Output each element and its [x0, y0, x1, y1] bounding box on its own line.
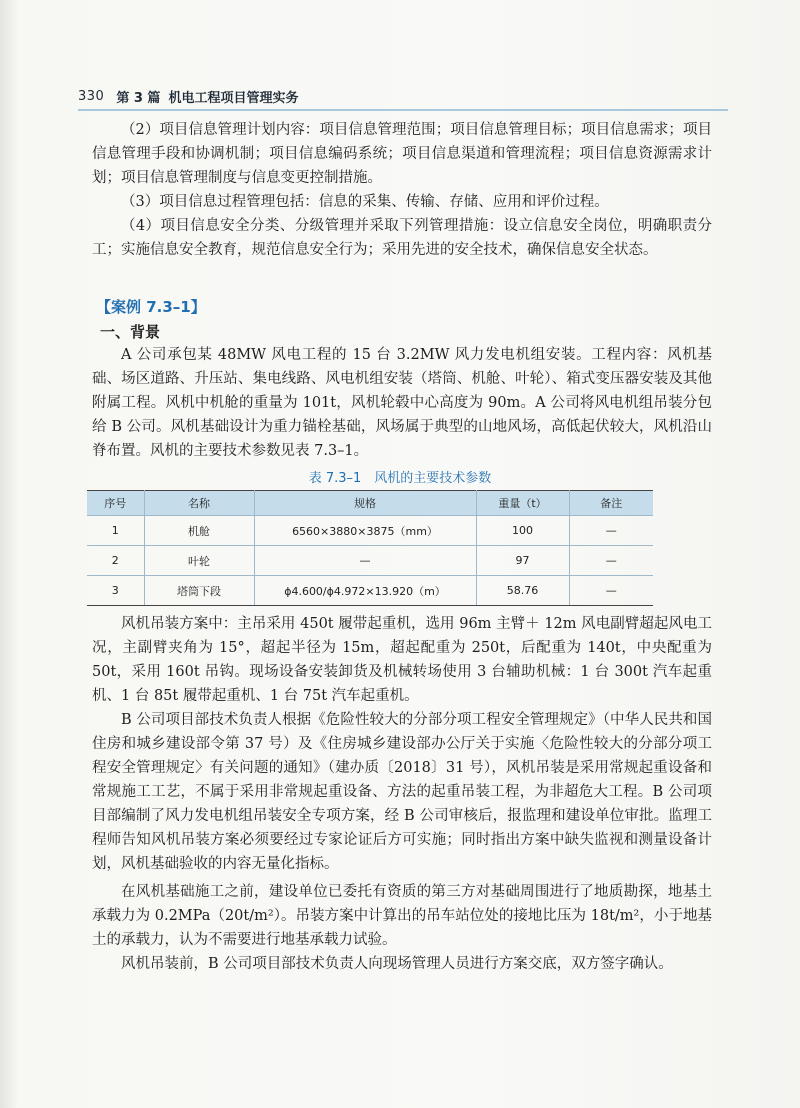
part-label: 第 3 篇	[116, 90, 161, 106]
paragraph-briefing: 风机吊装前，B 公司项目部技术负责人向现场管理人员进行方案交底，双方签字确认。	[121, 956, 673, 972]
table-cell: —	[569, 546, 653, 576]
table-row	[87, 546, 653, 576]
col-header-weight: 重量（t）	[476, 491, 569, 516]
table-cell: 6560×3880×3875（mm）	[254, 516, 476, 546]
case-label: 【案例 7.3–1】	[96, 298, 206, 316]
page-number: 330	[78, 88, 105, 104]
table-cell: 97	[476, 546, 569, 576]
running-header	[78, 83, 728, 109]
table-cell: —	[569, 576, 653, 606]
table-row	[87, 576, 653, 606]
col-header-remark: 备注	[569, 491, 653, 516]
bottom-text-block	[92, 612, 712, 976]
case-intro-block	[92, 343, 712, 463]
table-cell: 58.76	[476, 576, 569, 606]
table-cell: 100	[476, 516, 569, 546]
paragraph-safety-plan: B 公司项目部技术负责人根据《危险性较大的分部分项工程安全管理规定》（中华人民共和国住房和城乡建设部令第 37 号）及《住房城乡建设部办公厅关于实施〈危险性较大的分部分项工程安全管理规定〉有关问题的通知》（建办质〔2018〕31 号），风机吊装是采用常规起重设备和常规施工工艺，不属于采用非常规起重设备、方法的起重吊装工程，为非超危大工程。B 公司项目部编制了风力发电机组吊装安全专项方案，经 B 公司审核后，报监理和建设单位审批。监理工程师告知风机吊装方案必须要经过专家论证后方可实施；同时指出方案中缺失监视和测量设备计划，风机基础验收的内容无量化指标。	[92, 712, 712, 872]
section-title-background: 一、背景	[100, 323, 161, 341]
col-header-index: 序号	[87, 491, 144, 516]
table-cell: 机舱	[144, 516, 254, 546]
paragraph-info-process: （3）项目信息过程管理包括：信息的采集、传输、存储、应用和评价过程。	[121, 194, 609, 210]
paragraph-info-security: （4）项目信息安全分类、分级管理并采取下列管理措施：设立信息安全岗位，明确职责分工；实施信息安全教育，规范信息安全行为；采用先进的安全技术，确保信息安全状态。	[92, 218, 712, 258]
table-cell: 叶轮	[144, 546, 254, 576]
table-cell: —	[254, 546, 476, 576]
paragraph-foundation: 在风机基础施工之前，建设单位已委托有资质的第三方对基础周围进行了地质勘探，地基土承载力为 0.2MPa（20t/m²）。吊装方案中计算出的吊车站位处的接地比压为 18t/m²，小于地基土的承载力，认为不需要进行地基承载力试验。	[92, 884, 712, 948]
header-rule	[78, 109, 728, 111]
col-header-name: 名称	[144, 491, 254, 516]
col-header-spec: 规格	[254, 491, 476, 516]
table-cell: ϕ4.600/ϕ4.972×13.920（m）	[254, 576, 476, 606]
paragraph-info-plan: （2）项目信息管理计划内容：项目信息管理范围；项目信息管理目标；项目信息需求；项目信息管理手段和协调机制；项目信息编码系统；项目信息渠道和管理流程；项目信息资源需求计划；项目信息管理制度与信息变更控制措施。	[92, 122, 712, 186]
table-cell: 1	[87, 516, 144, 546]
table-cell: 塔筒下段	[144, 576, 254, 606]
table-row	[87, 516, 653, 546]
book-part-title: 机电工程项目管理实务	[168, 90, 299, 106]
table-caption: 表 7.3–1 风机的主要技术参数	[308, 471, 492, 486]
table-header-row	[87, 491, 653, 516]
paragraph-case-intro: A 公司承包某 48MW 风电工程的 15 台 3.2MW 风力发电机组安装。工程内容：风机基础、场区道路、升压站、集电线路、风电机组安装（塔筒、机舱、叶轮）、箱式变压器安装及其他附属工程。风机中机舱的重量为 101t，风机轮毂中心高度为 90m。A 公司将风电机组吊装分包给 B 公司。风机基础设计为重力锚栓基础，风场属于典型的山地风场，高低起伏较大，风机沿山脊布置。风机的主要技术参数见表 7.3–1。	[92, 347, 712, 459]
table-cell: —	[569, 516, 653, 546]
parameters-table	[87, 490, 653, 606]
top-text-block	[92, 118, 712, 262]
table-cell: 3	[87, 576, 144, 606]
paragraph-lifting-plan: 风机吊装方案中：主吊采用 450t 履带起重机，选用 96m 主臂＋ 12m 风电副臂超起风电工况，主副臂夹角为 15°，超起半径为 15m，超起配重为 250t，后配重为 140t，中央配重为 50t，采用 160t 吊钩。现场设备安装卸货及机械转场使用 3 台辅助机械：1 台 300t 汽车起重机、1 台 85t 履带起重机、1 台 75t 汽车起重机。	[92, 616, 712, 704]
table-cell: 2	[87, 546, 144, 576]
page-binding-shadow	[0, 0, 18, 1108]
